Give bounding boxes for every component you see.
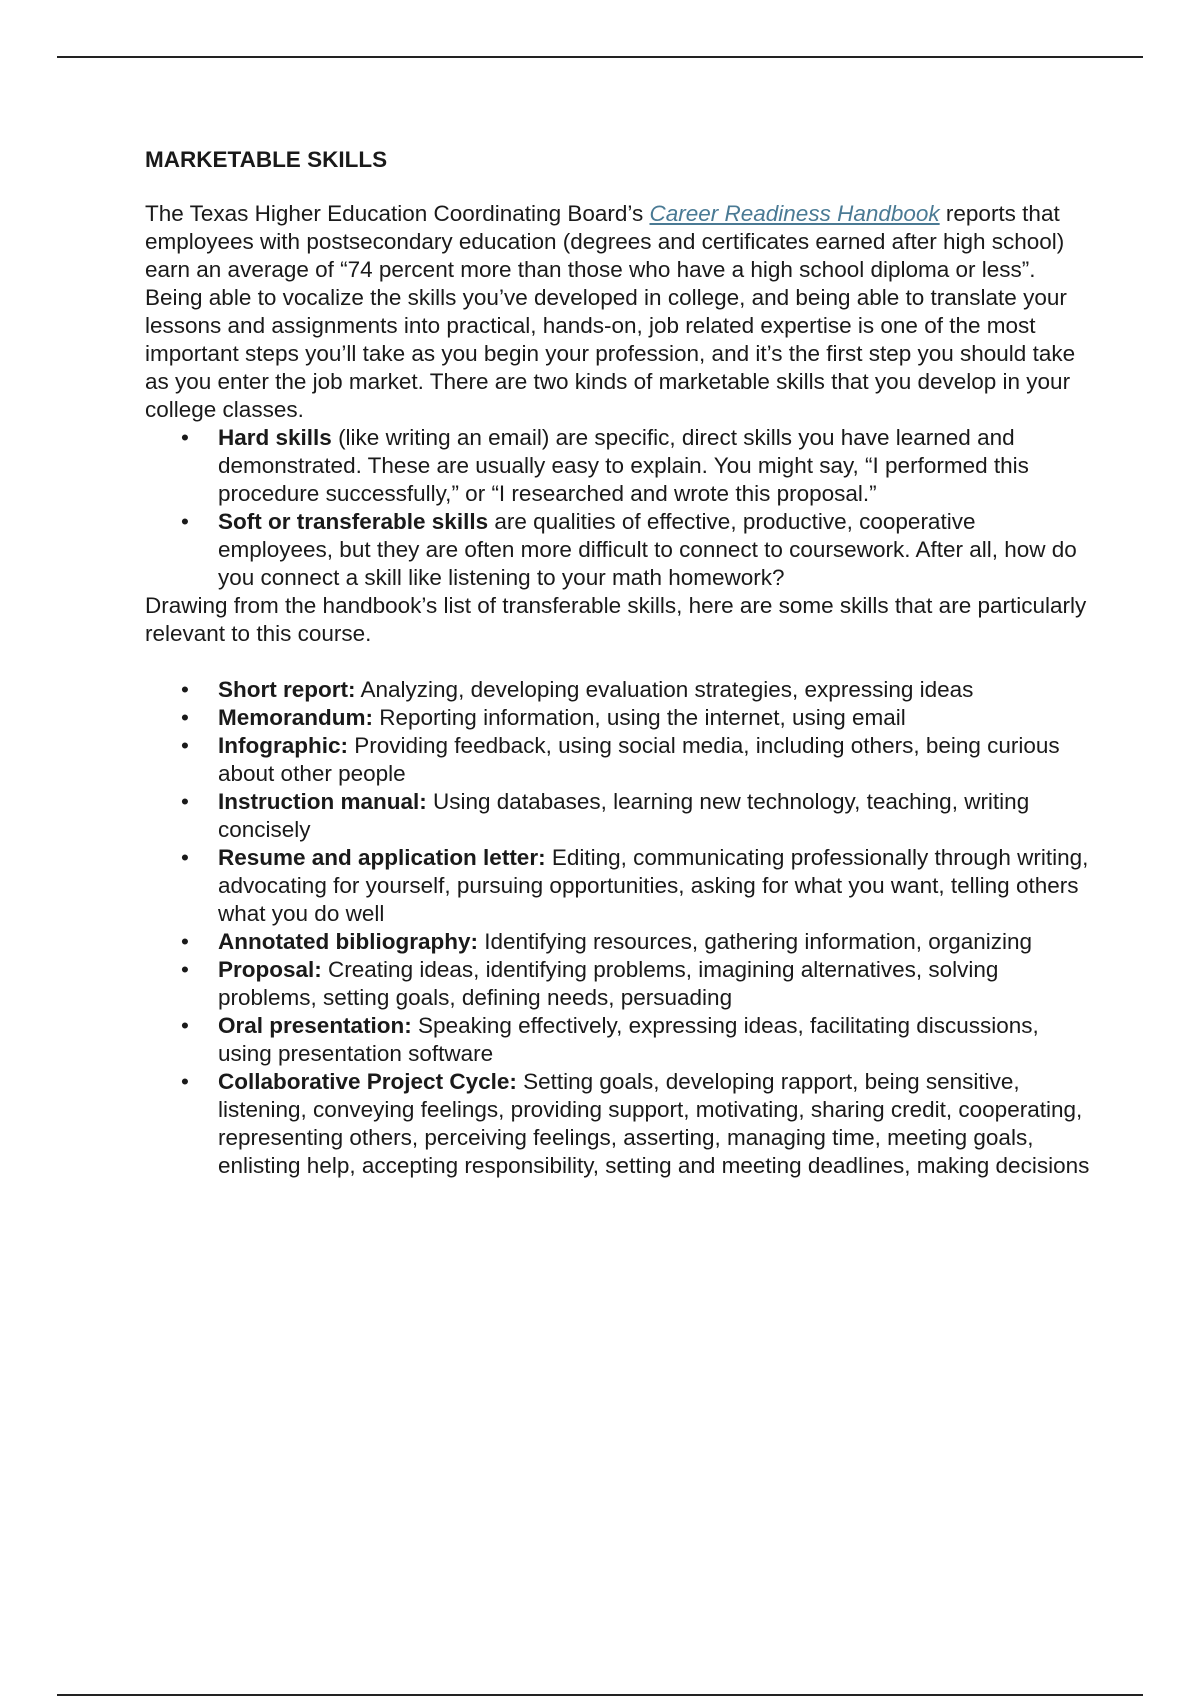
page-title: MARKETABLE SKILLS xyxy=(145,147,388,172)
bullet-icon: • xyxy=(181,957,189,982)
assignment-skills: Identifying resources, gathering information, organizing xyxy=(477,929,1033,954)
assignment-skills: Using databases, learning new technology, teaching, writing concisely xyxy=(218,789,1030,842)
bullet-icon: • xyxy=(181,425,189,450)
assignment-term: Proposal: xyxy=(218,957,322,982)
bullet-icon: • xyxy=(181,677,189,702)
bullet-icon: • xyxy=(181,509,189,534)
assignment-term: Annotated bibliography: xyxy=(218,929,478,954)
assignment-term: Infographic: xyxy=(218,733,348,758)
bullet-icon: • xyxy=(181,789,189,814)
assignment-term: Instruction manual: xyxy=(218,789,427,814)
career-readiness-handbook-link[interactable]: Career Readiness Handbook xyxy=(649,201,940,226)
intro-text-start: The Texas Higher Education Coordinating Board’s xyxy=(145,201,650,226)
bullet-icon: • xyxy=(181,1013,189,1038)
list-item xyxy=(145,704,1090,732)
list-item xyxy=(145,1012,1090,1068)
assignment-skills: Editing, communicating professionally through writing, advocating for yourself, pursuing opportunities, asking for what you want, telling others what you do well xyxy=(218,845,1089,926)
list-item xyxy=(145,928,1090,956)
skill-term: Hard skills xyxy=(218,425,332,450)
skill-types-list xyxy=(145,424,1090,592)
list-item xyxy=(145,676,1090,704)
assignment-skills: Creating ideas, identifying problems, imagining alternatives, solving problems, setting goals, defining needs, persuading xyxy=(218,957,999,1010)
assignment-skills: Setting goals, developing rapport, being sensitive, listening, conveying feelings, providing support, motivating, sharing credit, cooperating, representing others, perceiving feelings, asserting, managing time, meeting goals, enlisting help, accepting responsibility, setting and meeting deadlines, making decisions xyxy=(218,1069,1090,1178)
bullet-icon: • xyxy=(181,929,189,954)
assignment-skills: Analyzing, developing evaluation strategies, expressing ideas xyxy=(355,677,974,702)
header-rule xyxy=(57,56,1143,58)
assignment-skills: Reporting information, using the internet, using email xyxy=(373,705,906,730)
assignment-term: Memorandum: xyxy=(218,705,374,730)
list-item xyxy=(145,1068,1090,1180)
document-body xyxy=(145,146,1090,1180)
intro-paragraph xyxy=(145,200,1090,424)
assignment-term: Collaborative Project Cycle: xyxy=(218,1069,517,1094)
assignment-term: Short report: xyxy=(218,677,356,702)
assignment-term: Resume and application letter: xyxy=(218,845,546,870)
skill-description: are qualities of effective, productive, cooperative employees, but they are often more difficult to connect to coursework. After all, how do you connect a skill like listening to your math homework? xyxy=(218,509,1077,590)
skill-term: Soft or transferable skills xyxy=(218,509,489,534)
paragraph-spacer xyxy=(145,648,1090,676)
footer-rule xyxy=(57,1694,1143,1696)
list-item xyxy=(145,424,1090,508)
list-item xyxy=(145,732,1090,788)
list-item xyxy=(145,788,1090,844)
assignment-term: Oral presentation: xyxy=(218,1013,412,1038)
assignment-skills: Providing feedback, using social media, including others, being curious about other people xyxy=(218,733,1060,786)
skill-description: (like writing an email) are specific, direct skills you have learned and demonstrated. These are usually easy to explain. You might say, “I performed this procedure successfully,” or “I researched and wrote this proposal.” xyxy=(218,425,1029,506)
list-item xyxy=(145,844,1090,928)
list-item xyxy=(145,508,1090,592)
assignment-skills-list xyxy=(145,676,1090,1180)
list-item xyxy=(145,956,1090,1012)
transition-paragraph: Drawing from the handbook’s list of transferable skills, here are some skills that are particularly relevant to this course. xyxy=(145,593,1087,646)
intro-text-end: reports that employees with postsecondary education (degrees and certificates earned after high school) earn an average of “74 percent more than those who have a high school diploma or less”. Being able to vocalize the skills you’ve developed in college, and being able to translate your lessons and assignments into practical, hands-on, job related expertise is one of the most important steps you’ll take as you begin your profession, and it’s the first step you should take as you enter the job market. There are two kinds of marketable skills that you develop in your college classes. xyxy=(145,201,1076,422)
assignment-skills: Speaking effectively, expressing ideas, facilitating discussions, using presentation software xyxy=(218,1013,1039,1066)
bullet-icon: • xyxy=(181,1069,189,1094)
bullet-icon: • xyxy=(181,733,189,758)
bullet-icon: • xyxy=(181,845,189,870)
bullet-icon: • xyxy=(181,705,189,730)
